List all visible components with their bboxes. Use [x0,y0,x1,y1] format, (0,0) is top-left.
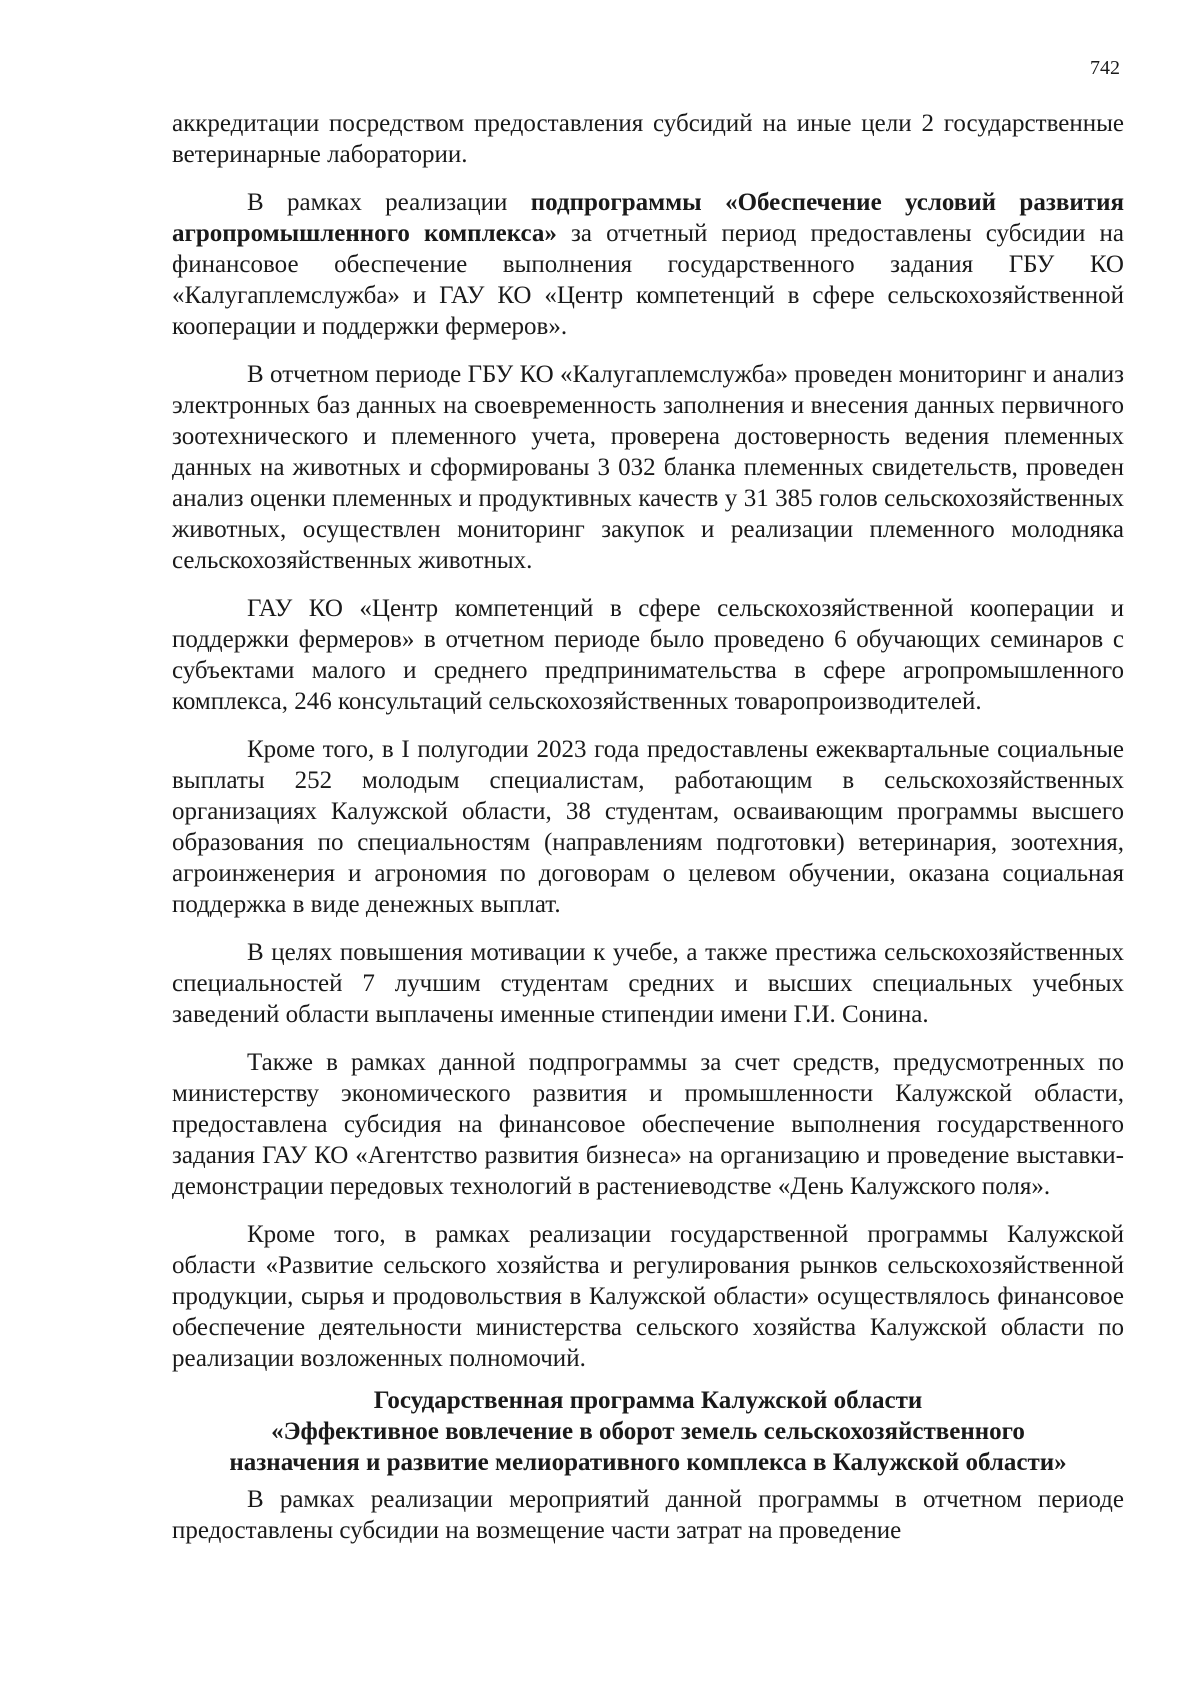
paragraph [172,734,1124,920]
text-run: В рамках реализации [247,189,531,216]
text-run: ГАУ КО «Центр компетенций в сфере сельскохозяйственной кооперации и поддержки фермеров» в отчетном периоде было проведено 6 обучающих семинаров с субъектами малого и среднего предпринимательства в сфере агропромышленного комплекса, 246 консультаций сельскохозяйственных товаропроизводителей. [172,595,1124,715]
heading-line: Государственная программа Калужской области [373,1387,923,1414]
text-run: Кроме того, в I полугодии 2023 года предоставлены ежеквартальные социальные выплаты 252 молодым специалистам, работающим в сельскохозяйственных организациях Калужской области, 38 студентам, осваивающим программы высшего образования по специальностям (направлениям подготовки) ветеринария, зоотехния, агроинженерия и агрономия по договорам о целевом обучении, оказана социальная поддержка в виде денежных выплат. [172,736,1124,918]
text-run: В отчетном периоде ГБУ КО «Калугаплемслужба» проведен мониторинг и анализ электронных баз данных на своевременность заполнения и внесения данных первичного зоотехнического и племенного учета, проверена достоверность ведения племенных данных на животных и сформированы 3 032 бланка племенных свидетельств, проведен анализ оценки племенных и продуктивных качеств у 31 385 голов сельскохозяйственных животных, осуществлен мониторинг закупок и реализации племенного молодняка сельскохозяйственных животных. [172,361,1124,574]
text-run: Кроме того, в рамках реализации государственной программы Калужской области «Развитие сельского хозяйства и регулирования рынков сельскохозяйственной продукции, сырья и продовольствия в Калужской области» осуществлялось финансовое обеспечение деятельности министерства сельского хозяйства Калужской области по реализации возложенных полномочий. [172,1221,1124,1372]
section-heading [172,1385,1124,1478]
paragraph [172,1047,1124,1202]
bold-text-run: подпрограммы «Обеспечение условий развития агропромышленного комплекса» [172,189,1124,247]
document-body [172,108,1124,1563]
paragraph [172,1484,1124,1546]
text-run: Также в рамках данной подпрограммы за счет средств, предусмотренных по министерству экономического развития и промышленности Калужской области, предоставлена субсидия на финансовое обеспечение выполнения государственного задания ГАУ КО «Агентство развития бизнеса» на организацию и проведение выставки-демонстрации передовых технологий в растениеводстве «День Калужского поля». [172,1049,1124,1200]
paragraph-list [172,108,1124,1374]
paragraph [172,593,1124,717]
page-number: 742 [1090,57,1120,79]
paragraph [172,937,1124,1030]
paragraph [172,359,1124,576]
text-run: В целях повышения мотивации к учебе, а также престижа сельскохозяйственных специальностей 7 лучшим студентам средних и высших специальных учебных заведений области выплачены именные стипендии имени Г.И. Сонина. [172,939,1124,1028]
heading-line: назначения и развитие мелиоративного комплекса в Калужской области» [229,1449,1067,1476]
paragraph [172,187,1124,342]
text-run: аккредитации посредством предоставления субсидий на иные цели 2 государственные ветеринарные лаборатории. [172,110,1124,168]
final-paragraph-container [172,1484,1124,1546]
paragraph [172,1219,1124,1374]
heading-line: «Эффективное вовлечение в оборот земель сельскохозяйственного [271,1418,1025,1445]
text-run: В рамках реализации мероприятий данной программы в отчетном периоде предоставлены субсидии на возмещение части затрат на проведение [172,1486,1124,1544]
paragraph [172,108,1124,170]
text-run: за отчетный период предоставлены субсидии на финансовое обеспечение выполнения государственного задания ГБУ КО «Калугаплемслужба» и ГАУ КО «Центр компетенций в сфере сельскохозяйственной кооперации и поддержки фермеров». [172,220,1124,340]
